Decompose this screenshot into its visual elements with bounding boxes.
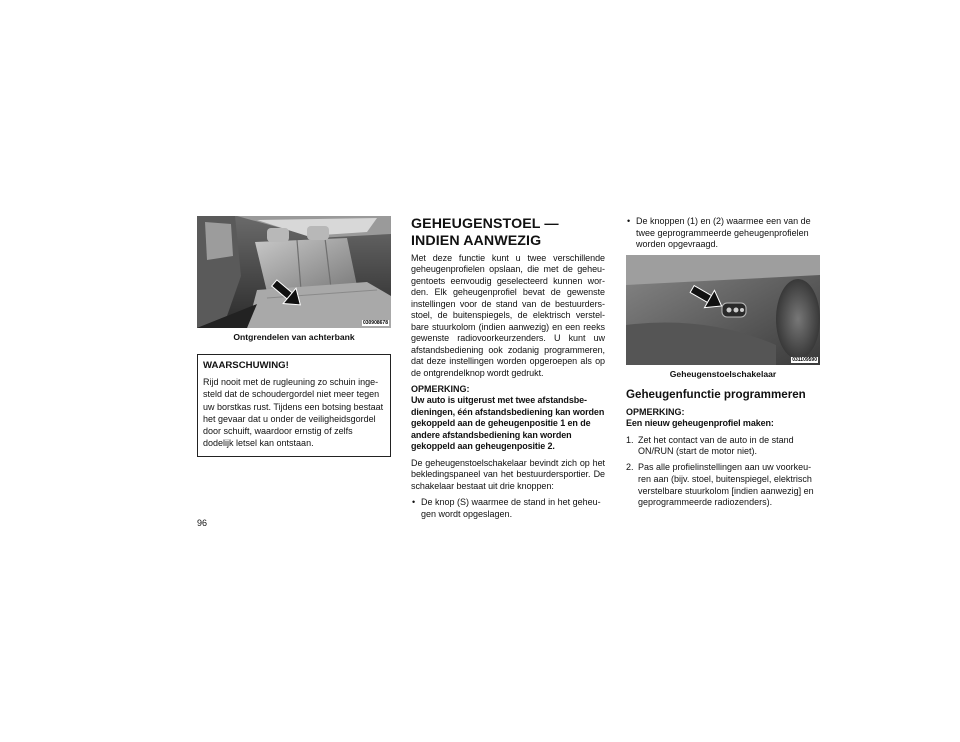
photo-caption: Ontgrendelen van achterbank <box>233 332 355 342</box>
left-column <box>197 216 391 457</box>
list-item: • De knop (S) waarmee de stand in het geheugen wordt opgeslagen. <box>411 497 605 520</box>
photo-code: 031109590 <box>792 356 817 363</box>
note-label: OPMERKING: <box>411 383 470 394</box>
step-number: 2. <box>626 462 634 473</box>
page-number: 96 <box>197 518 208 528</box>
step-text: Pas alle profielinstellingen aan uw voorkeuren aan (bijv. stoel, buitenspiegel, elektrisch verstelbare stuurkolom [indien aanwezig] en geprogrammeerde radiozenders). <box>638 462 814 508</box>
subheading: Geheugenfunctie programmeren <box>626 387 806 401</box>
button-list <box>411 497 605 520</box>
photo-code: 030908678 <box>362 320 388 326</box>
list-item: • De knoppen (1) en (2) waarmee een van de twee geprogrammeerde geheugenprofielen worden opgevraagd. <box>626 216 820 251</box>
step-item <box>626 435 820 459</box>
note-text: Een nieuw geheugenprofiel maken: <box>626 418 774 428</box>
programming-steps <box>626 435 820 510</box>
rear-seat-illustration <box>197 216 391 328</box>
note-text: Uw auto is uitgerust met twee afstandsbedieningen, één afstandsbediening kan worden gekoppeld aan de geheugenpositie 1 en de andere afstandsbediening kan worden gekoppeld aan geheugenpositie 2. <box>411 395 605 452</box>
warning-text: Rijd nooit met de rugleuning zo schuin ingesteld dat de schoudergordel niet meer tegen uw borstkas rust. Tijdens een botsing bestaat het gevaar dat u onder de veiligheidsgordel door schuift, waardoor ernstig of zelfs dodelijk letsel kan ontstaan. <box>203 377 384 449</box>
photo-caption: Geheugenstoelschakelaar <box>669 368 777 379</box>
memory-switch-photo <box>626 255 820 365</box>
step-item <box>626 462 820 509</box>
warning-box <box>197 354 391 457</box>
rear-seat-photo <box>197 216 391 328</box>
step-number: 1. <box>626 434 634 445</box>
intro-paragraph: Met deze functie kunt u twee verschillende geheugenprofielen opslaan, die met de geheugentoets eenvoudig geselecteerd kunnen worden. Elk geheugenprofiel bevat de gewenste instellingen voor de stand van de bestuurdersstoel, de buitenspiegels, de elektrisch verstelbare stuurkolom (indien aanwezig) en een reeks gewenste radiovoorkeurzenders. U kunt uw afstandsbediening ook zodanig programmeren, dat deze instellingen worden opgeroepen als op de ontgrendelknop wordt gedrukt. <box>411 253 605 378</box>
button-list-continued <box>626 216 820 251</box>
note-label: OPMERKING: <box>626 406 685 417</box>
right-column <box>626 216 820 513</box>
memory-switch-illustration <box>626 255 820 365</box>
warning-title: WAARSCHUWING! <box>203 360 289 371</box>
section-heading: GEHEUGENSTOEL — INDIEN AANWEZIG <box>411 216 559 249</box>
middle-column <box>411 216 605 524</box>
step-text: Zet het contact van de auto in de stand ON/RUN (start de motor niet). <box>638 434 794 457</box>
location-paragraph: De geheugenstoelschakelaar bevindt zich op het bekledingspaneel van het bestuurdersportier. De schakelaar bestaat uit drie knoppen: <box>411 457 605 491</box>
